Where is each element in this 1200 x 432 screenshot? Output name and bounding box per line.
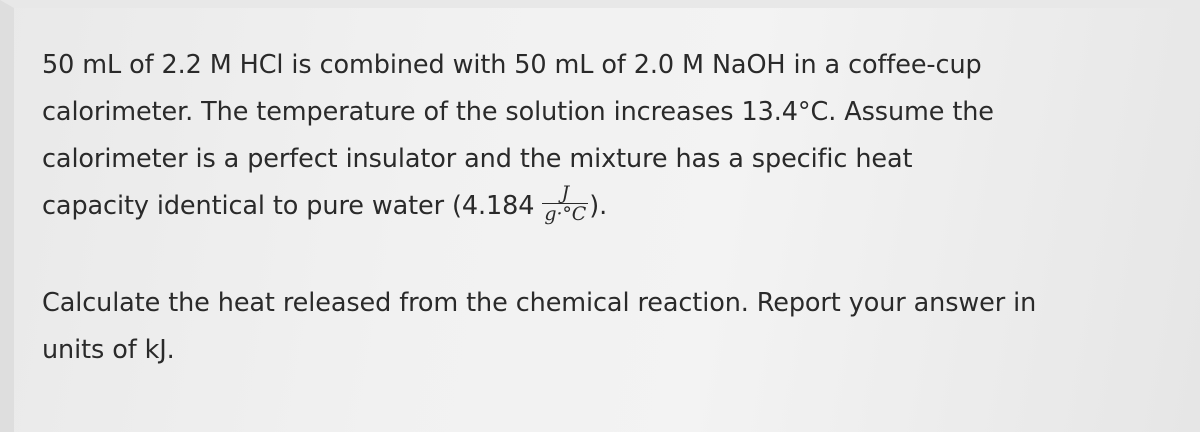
problem-text [42, 42, 1162, 374]
paragraph-gap [42, 230, 1162, 280]
unit-denominator: g·°C [544, 202, 587, 225]
specific-heat-unit-fraction [542, 183, 588, 224]
specific-heat-text: capacity identical to pure water (4.184 [42, 191, 535, 221]
problem-line-1: 50 mL of 2.2 M HCl is combined with 50 mL of 2.0 M NaOH in a coffee-cup [42, 50, 982, 80]
problem-line-2: calorimeter. The temperature of the solution increases 13.4°C. Assume the [42, 97, 994, 127]
problem-line-4 [42, 183, 1162, 230]
question-line-1: Calculate the heat released from the chemical reaction. Report your answer in [42, 288, 1037, 318]
closing-paren: ). [589, 191, 608, 221]
question-line-2: units of kJ. [42, 335, 175, 365]
problem-line-3: calorimeter is a perfect insulator and the mixture has a specific heat [42, 144, 913, 174]
unit-numerator: J [542, 183, 588, 204]
